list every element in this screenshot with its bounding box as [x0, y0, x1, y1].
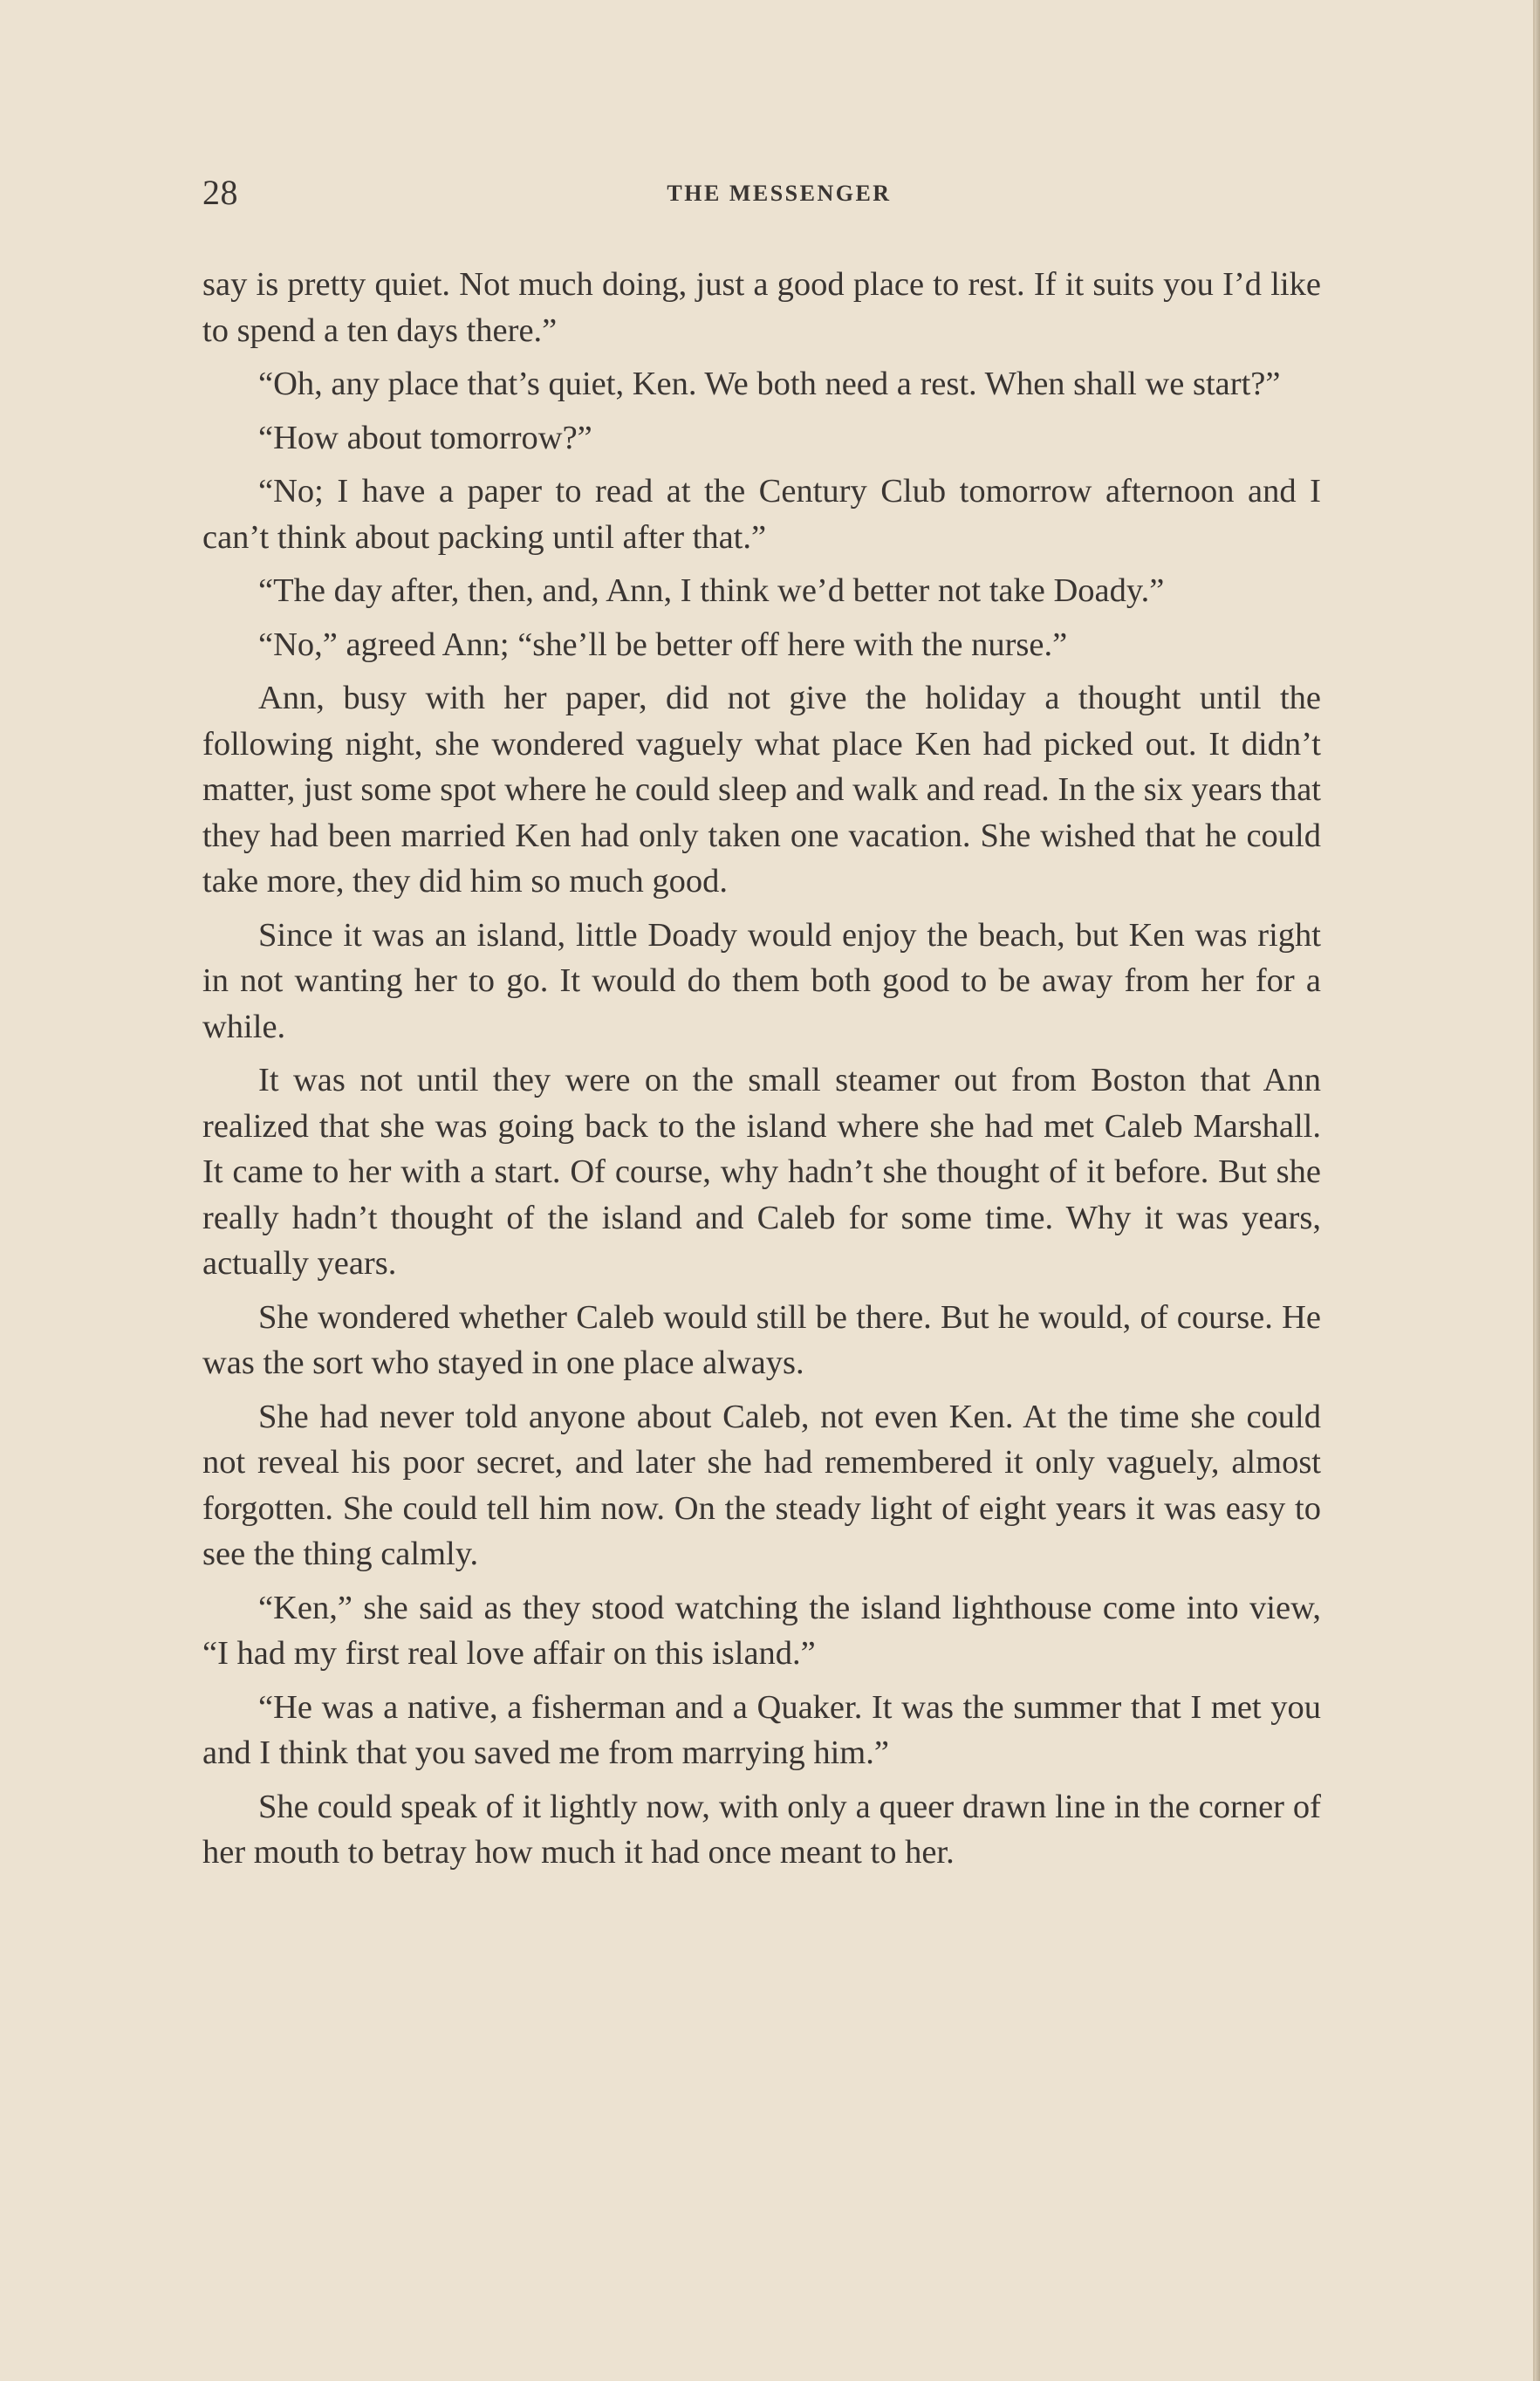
- paragraph: “How about tomorrow?”: [258, 419, 592, 456]
- paragraph: Since it was an island, little Doady would enjoy the beach, but Ken was right in not wanting her to go. It would do them both good to be away from her for a while.: [202, 916, 1321, 1045]
- paragraph: “No; I have a paper to read at the Century Club tomorrow afternoon and I can’t think about packing until after that.”: [202, 473, 1321, 556]
- page-edge: [1535, 0, 1540, 2381]
- running-title: THE MESSENGER: [667, 181, 892, 206]
- body-text: [202, 262, 1321, 1884]
- paragraph: She wondered whether Caleb would still be there. But he would, of course. He was the sort who stayed in one place always.: [202, 1298, 1321, 1381]
- paragraph: “Oh, any place that’s quiet, Ken. We both need a rest. When shall we start?”: [258, 366, 1281, 402]
- paragraph: “The day after, then, and, Ann, I think we’d better not take Doady.”: [258, 572, 1165, 609]
- paragraph: It was not until they were on the small steamer out from Boston that Ann realized that she was going back to the island where she had met Caleb Marshall. It came to her with a start. Of course, why hadn’t she thought of it before. But she really hadn’t thought of the island and Caleb for some time. Why it was years, actually years.: [202, 1062, 1321, 1282]
- paragraph: “No,” agreed Ann; “she’ll be better off here with the nurse.”: [258, 626, 1068, 663]
- running-head: [202, 171, 1321, 215]
- paragraph: She had never told anyone about Caleb, not even Ken. At the time she could not reveal his poor secret, and later she had remembered it only vaguely, almost forgotten. She could tell him now. On the steady light of eight years it was easy to see the thing calmly.: [202, 1398, 1321, 1572]
- paragraph: “He was a native, a fisherman and a Quaker. It was the summer that I met you and I think that you saved me from marrying him.”: [202, 1688, 1321, 1771]
- paragraph: Ann, busy with her paper, did not give the holiday a thought until the following night, she wondered vaguely what place Ken had picked out. It didn’t matter, just some spot where he could sleep and walk and read. In the six years that they had been married Ken had only taken one vacation. She wished that he could take more, they did him so much good.: [202, 680, 1321, 900]
- page-number: 28: [202, 173, 238, 212]
- paragraph: She could speak of it lightly now, with only a queer drawn line in the corner of her mouth to betray how much it had once meant to her.: [202, 1788, 1321, 1871]
- paragraph: “Ken,” she said as they stood watching the island lighthouse come into view, “I had my first real love affair on this island.”: [202, 1589, 1321, 1672]
- paragraph: say is pretty quiet. Not much doing, just a good place to rest. If it suits you I’d like to spend a ten days there.”: [202, 266, 1321, 349]
